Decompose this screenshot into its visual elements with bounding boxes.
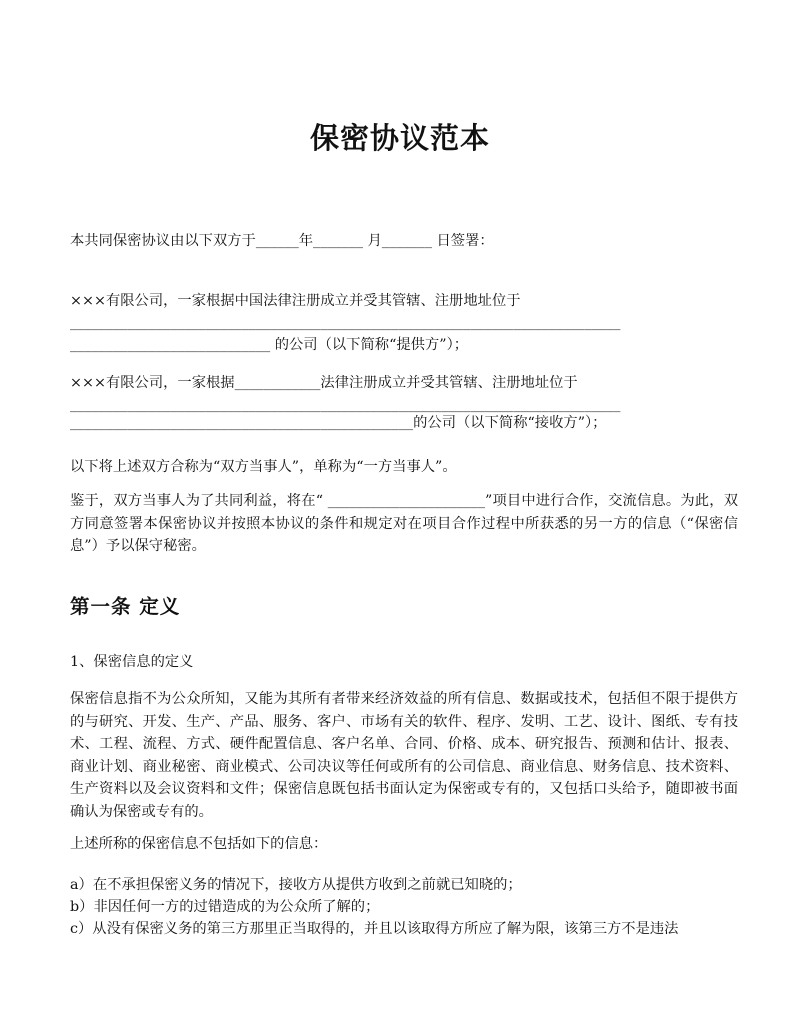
joint-definition: 以下将上述双方合称为“双方当事人”，单称为“一方当事人”。 (70, 459, 457, 475)
article1-heading: 第一条 定义 (70, 595, 181, 618)
party1-line3: ____________________________ 的公司（以下简称“提供方”）； (70, 337, 469, 353)
signing-date-line: 本共同保密协议由以下双方于______年_______ 月_______ 日签署： (70, 233, 494, 249)
list-item: b）非因任何一方的过错造成的为公众所了解的； (70, 899, 380, 915)
party1-line1: ×××有限公司，一家根据中国法律注册成立并受其管辖、注册地址位于 (70, 293, 521, 309)
section1-heading: 1、保密信息的定义 (70, 654, 194, 670)
exclusion-list (70, 874, 740, 940)
definition-paragraph: 保密信息指不为公众所知，又能为其所有者带来经济效益的所有信息、数据或技术，包括但不限于提供方的与研究、开发、生产、产品、服务、客户、市场有关的软件、程序、发明、工艺、设计、图纸、专有技术、工程、流程、方式、硬件配置信息、客户名单、合同、价格、成本、研究报告、预测和估计、报表、商业计划、商业秘密、商业模式、公司决议等任何或所有的公司信息、商业信息、财务信息、技术资料、生产资料以及会议资料和文件；保密信息既包括书面认定为保密或专有的，又包括口头给予，随即被书面确认为保密或专有的。 (70, 691, 738, 820)
party2-line3: ________________________________________________的公司（以下简称“接收方”）； (70, 415, 607, 431)
party1-address-blank: _____________________________________________________________________________ (70, 315, 621, 331)
party2-address-blank: _____________________________________________________________________________ (70, 397, 621, 413)
exclusion-intro: 上述所称的保密信息不包括如下的信息： (70, 836, 328, 852)
party2-line1: ×××有限公司，一家根据____________法律注册成立并受其管辖、注册地址位于 (70, 375, 578, 391)
list-item: a）在不承担保密义务的情况下，接收方从提供方收到之前就已知晓的； (70, 877, 522, 893)
list-item: c）从没有保密义务的第三方那里正当取得的，并且以该取得方所应了解为限，该第三方不是违法 (70, 921, 679, 937)
whereas-paragraph: 鉴于，双方当事人为了共同利益，将在“ ______________________”项目中进行合作，交流信息。为此，双方同意签署本保密协议并按照本协议的条件和规定对在项目合作过程中所获悉的另一方的信息（“保密信息”）予以保守秘密。 (70, 493, 738, 554)
document-title: 保密协议范本 (309, 121, 490, 155)
